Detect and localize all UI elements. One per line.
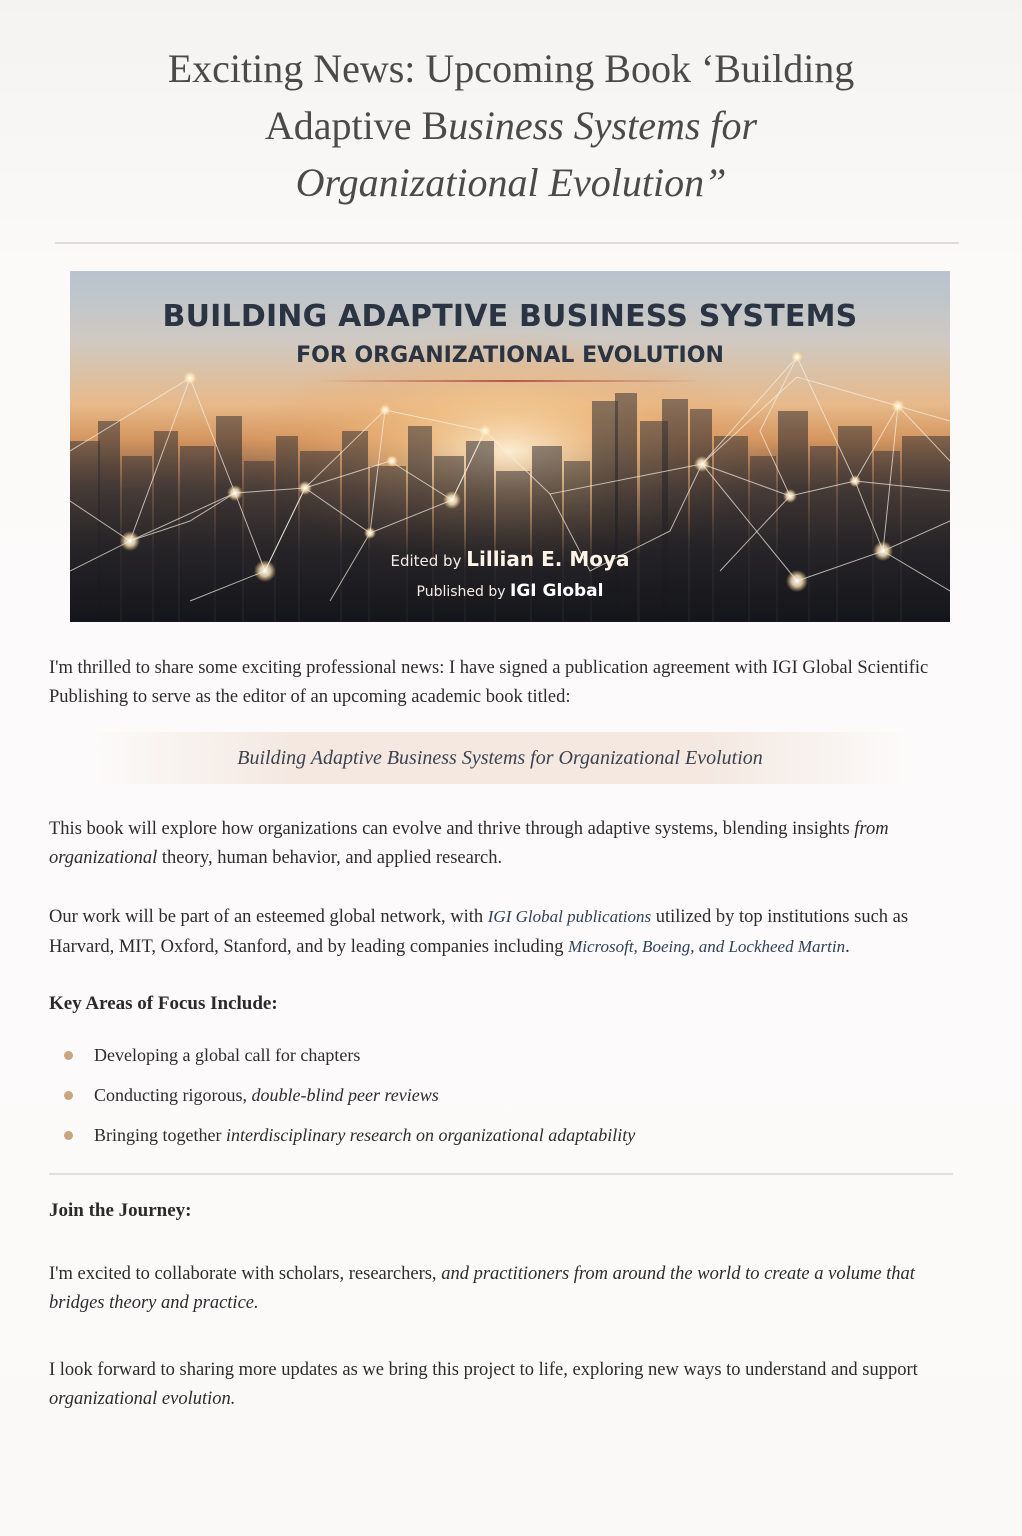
collaborate-paragraph <box>49 1260 969 1318</box>
bullet-dot-icon <box>64 1051 73 1060</box>
focus-item-text: Bringing together <box>94 1125 226 1145</box>
list-item <box>62 1121 942 1161</box>
headline <box>60 40 962 211</box>
journey-heading: Join the Journey: <box>49 1200 192 1221</box>
network-text-3: utilized by top institutions such as Harvard, MIT, Oxford, Stanford, and by leading companies including <box>49 907 909 957</box>
section-divider <box>49 1173 953 1175</box>
network-italic-2: Microsoft, Boeing, and Lockheed Martin <box>568 937 846 956</box>
network-text-2: h <box>473 907 488 927</box>
publisher-name: IGI Global <box>510 581 604 601</box>
headline-line-2 <box>60 97 962 154</box>
network-italic-1: IGI Global publications <box>487 907 652 926</box>
focus-item-italic: double-blind peer reviews <box>251 1085 439 1105</box>
closing-paragraph <box>49 1356 969 1414</box>
intro-paragraph: I'm thrilled to share some exciting professional news: I have signed a publication agreement with IGI Global Scientific Publishing to serve as the editor of an upcoming academic book titled: <box>49 658 929 707</box>
headline-line-2-prefix: Adaptive B <box>264 103 449 148</box>
hero-accent-line <box>320 380 700 382</box>
network-text-4: . <box>845 937 850 957</box>
focus-item-text: Conducting rigorous, <box>94 1085 252 1105</box>
closing-text: I look forward to sharing more updates as we bring this project to life, exploring new ways to understand and support <box>49 1360 918 1380</box>
editor-name: Lillian E. Moya <box>466 547 630 571</box>
bullet-dot-icon <box>64 1091 73 1100</box>
explore-text-end: theory, human behavior, and applied research. <box>157 848 503 868</box>
explore-paragraph <box>49 815 969 873</box>
focus-item-italic: interdisciplinary research on organizational adaptability <box>225 1125 636 1145</box>
closing-italic: organizational evolution. <box>49 1389 236 1409</box>
hero-publisher-credit <box>70 581 950 601</box>
network-paragraph <box>49 902 969 962</box>
collaborate-text: I'm excited to collaborate with scholars, researchers, <box>49 1264 442 1284</box>
explore-text-start: This book will explore how organizations can evolve and thrive through adaptive systems, blending insights <box>49 819 855 839</box>
headline-line-1: Exciting News: Upcoming Book ‘Building <box>167 46 855 91</box>
hero-subtitle: FOR ORGANIZATIONAL EVOLUTION <box>296 343 724 368</box>
collaborate-italic: and practitioners from around the world to create a volume that bridges theory and practice. <box>49 1264 915 1313</box>
focus-list <box>62 1041 942 1161</box>
hero-banner <box>70 271 950 622</box>
published-by-label: Published by <box>416 584 506 600</box>
focus-heading: Key Areas of Focus Include: <box>49 993 278 1014</box>
hero-title: BUILDING ADAPTIVE BUSINESS SYSTEMS <box>162 299 858 334</box>
network-text-1: Our work will be part of an esteemed global network, wit <box>49 907 474 927</box>
headline-line-2-italic: usiness Systems for <box>448 103 758 148</box>
focus-item-text: Developing a global call for chapters <box>94 1045 361 1065</box>
edited-by-label: Edited by <box>390 552 462 570</box>
headline-line-3: Organizational Evolution” <box>295 160 727 205</box>
list-item <box>62 1081 942 1121</box>
explore-text-italic: from organizational <box>49 819 889 868</box>
top-divider <box>55 242 959 244</box>
bullet-dot-icon <box>64 1131 73 1140</box>
book-title-callout: Building Adaptive Business Systems for Organizational Evolution <box>95 732 905 784</box>
hero-editor-credit <box>70 547 950 571</box>
list-item <box>62 1041 942 1081</box>
